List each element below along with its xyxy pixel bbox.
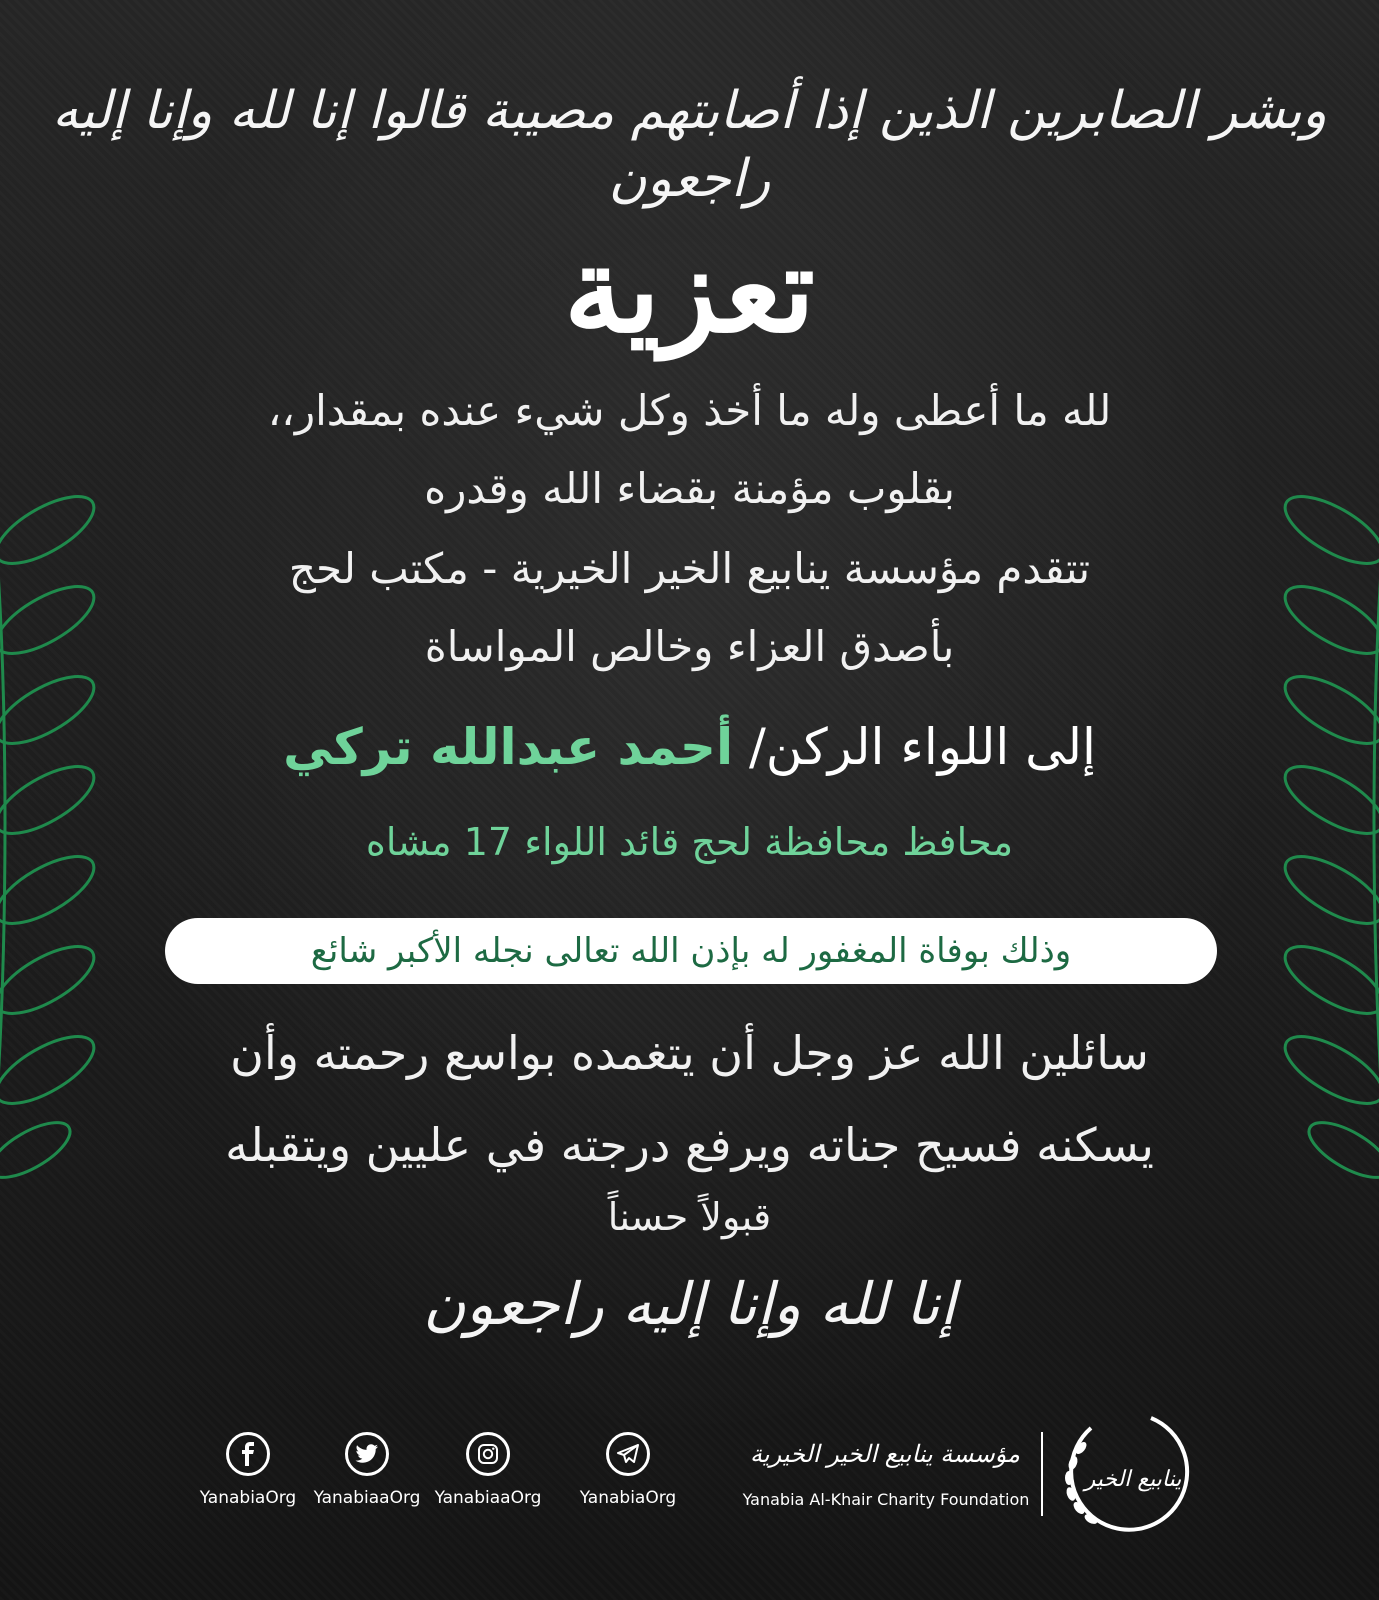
- instagram-handle: YanabiaaOrg: [434, 1488, 542, 1508]
- message-line-1: لله ما أعطى وله ما أخذ وكل شيء عنده بمقدار،،: [267, 386, 1112, 435]
- closing-phrase: إنا لله وإنا إليه راجعون: [423, 1270, 956, 1338]
- deceased-banner: وذلك بوفاة المغفور له بإذن الله تعالى نجله الأكبر شائع: [165, 918, 1217, 984]
- prayer-line-1: سائلين الله عز وجل أن يتغمده بواسع رحمته وأن: [230, 1026, 1149, 1080]
- twitter-handle: YanabiaaOrg: [313, 1488, 421, 1508]
- quran-verse: وبشر الصابرين الذين إذا أصابتهم مصيبة قالوا إنا لله وإنا إليه راجعون: [52, 81, 1327, 209]
- organization-name-english: Yanabia Al-Khair Charity Foundation: [742, 1490, 1030, 1509]
- twitter-icon: [345, 1432, 389, 1476]
- social-facebook[interactable]: [183, 1432, 313, 1508]
- organization-name-arabic: مؤسسة ينابيع الخير الخيرية: [750, 1440, 1020, 1468]
- facebook-handle: YanabiaOrg: [199, 1488, 297, 1508]
- logo-text: ينابيع الخير: [1084, 1467, 1182, 1492]
- recipient-line: [0, 718, 1379, 776]
- telegram-handle: YanabiaOrg: [579, 1488, 677, 1508]
- social-instagram[interactable]: [423, 1432, 553, 1508]
- social-telegram[interactable]: [563, 1432, 693, 1508]
- organization-divider: [1041, 1432, 1043, 1516]
- facebook-icon: [226, 1432, 270, 1476]
- message-line-4: بأصدق العزاء وخالص المواساة: [424, 622, 955, 671]
- recipient-name: أحمد عبدالله تركي: [283, 718, 734, 776]
- social-twitter[interactable]: [302, 1432, 432, 1508]
- message-line-3: تتقدم مؤسسة ينابيع الخير الخيرية - مكتب لحج: [288, 544, 1091, 593]
- prayer-line-3: قبولاً حسناً: [607, 1195, 772, 1239]
- message-line-2: بقلوب مؤمنة بقضاء الله وقدره: [424, 464, 955, 513]
- telegram-icon: [606, 1432, 650, 1476]
- organization-logo: [1051, 1408, 1191, 1538]
- prayer-line-2: يسكنه فسيح جناته ويرفع درجته في عليين ويتقبله: [225, 1118, 1154, 1172]
- instagram-icon: [466, 1432, 510, 1476]
- recipient-prefix: إلى اللواء الركن/: [749, 718, 1096, 776]
- recipient-position: محافظ محافظة لحج قائد اللواء 17 مشاه: [365, 820, 1014, 864]
- poster-title: تعزية: [564, 220, 815, 359]
